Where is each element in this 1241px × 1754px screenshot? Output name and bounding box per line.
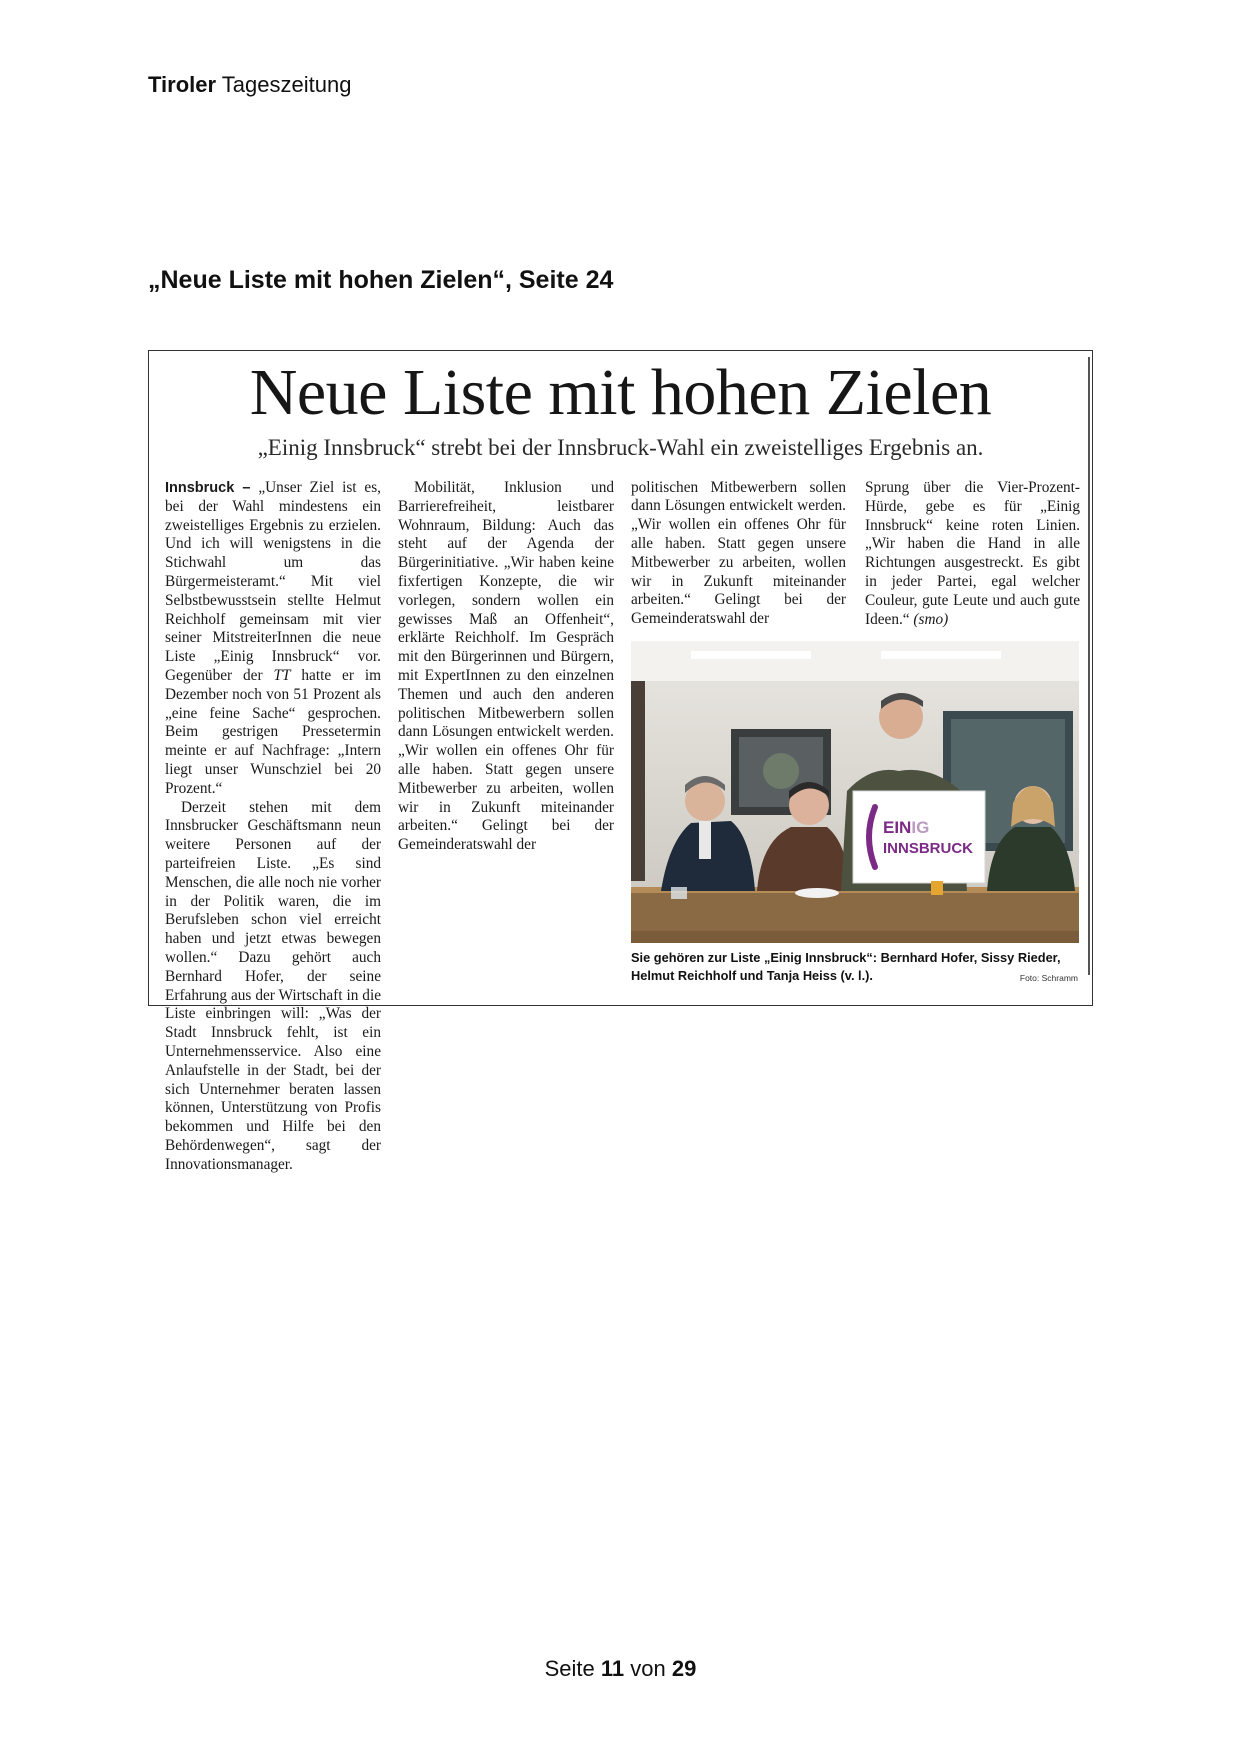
publication-name-bold: Tiroler — [148, 72, 217, 97]
press-conference-photo — [631, 641, 1079, 943]
article-dateline: Innsbruck – — [165, 480, 251, 496]
article-column-1 — [165, 479, 381, 1174]
page-counter — [0, 1656, 1241, 1682]
sign-text-ig: IG — [911, 818, 930, 837]
section-heading: „Neue Liste mit hohen Zielen“, Seite 24 — [148, 266, 614, 294]
photo-credit: Foto: Schramm — [1019, 973, 1078, 983]
article-byline: (smo) — [913, 610, 949, 628]
article-paragraph-3-continued — [631, 479, 846, 629]
article-paragraph-3: Mobilität, Inklusion und Barrierefreiheit, leistbarer Wohnraum, Bildung: Auch das steht auf der Agenda der Bürgerinitiative. „Wir haben keine fixfertigen Konzepte, die wir vorlegen, sondern wollen ein gewisses Maß an Offenheit“, erklärte Reichholf. Im Gespräch mit den Bürgerinnen und Bürgern, mit ExpertInnen zu den einzelnen Themen und auch den anderen politischen Mitbewerbern sollen dann Lösungen entwickelt werden. „Wir wollen ein offenes Ohr für alle haben. Statt gegen unsere Mitbewerber zu arbeiten, wollen wir in Zukunft miteinander arbeiten.“ Gelingt bei der Gemeinderatswahl der — [398, 479, 614, 854]
sign-text-ein: EIN — [883, 818, 912, 837]
sign-text-innsbruck: INNSBRUCK — [883, 840, 973, 857]
article-column-3 — [631, 479, 846, 629]
article-clipping — [148, 350, 1093, 1173]
article-paragraph-1-lead: „Unser Ziel ist es, bei der Wahl mindestens ein zweistelliges Ergebnis zu erzielen. Und ich will wenigstens in die Stichwahl um das Bürgermeisteramt.“ Mit viel Selbstbewusstsein stellte Helmut Reichholf gemeinsam mit vier seiner MitstreiterInnen die neue Liste „Einig Innsbruck“ vor. Gegenüber der — [165, 479, 381, 684]
publication-name — [148, 72, 351, 98]
page-current: 11 — [600, 1656, 625, 1681]
article-paragraph-3-overflow: politischen Mitbewerbern sollen dann Lösungen entwickelt werden. „Wir wollen ein offenes Ohr für alle haben. Statt gegen unsere Mitbewerber zu arbeiten, wollen wir in Zukunft miteinander arbeiten.“ Gelingt bei der Gemeinderatswahl der — [631, 479, 846, 628]
page-counter-middle: von — [630, 1656, 666, 1681]
article-paragraph-1-rest: hatte er im Dezember noch von 51 Prozent als „eine feine Sache“ gesprochen. Beim gestrigen Pressetermin meinte er auf Nachfrage: „Intern liegt unser Wunschziel bei 20 Prozent.“ — [165, 666, 381, 797]
article-headline: Neue Liste mit hohen Zielen — [249, 356, 992, 429]
photo-caption: Sie gehören zur Liste „Einig Innsbruck“: Bernhard Hofer, Sissy Rieder, Helmut Reichholf und Tanja Heiss (v. l.). — [631, 950, 1061, 983]
article-tt-abbrev: TT — [273, 666, 291, 684]
publication-name-rest: Tageszeitung — [221, 72, 352, 97]
article-photo — [631, 641, 1079, 943]
article-paragraph-2: Derzeit stehen mit dem Innsbrucker Geschäftsmann neun weitere Personen auf der parteifreien Liste. „Es sind Menschen, die alle noch nie vorher in der Politik waren, die im Berufsleben schon viel erreicht haben und jetzt etwas bewegen wollen.“ Dazu gehört auch Bernhard Hofer, der seine Erfahrung aus der Wirtschaft in die Liste einbringen will: „Was der Stadt Innsbruck fehlt, ist ein Unternehmensservice. Also eine Anlaufstelle in der Stadt, bei der sich Unternehmer beraten lassen können, Unterstützung von Profis bekommen und Hilfe bei den Behördenwegen“, sagt der Innovationsmanager. — [165, 798, 381, 1173]
article-column-2 — [398, 479, 614, 1005]
page-counter-prefix: Seite — [544, 1656, 595, 1681]
article-column-4 — [865, 479, 1080, 629]
svg-text:EINIG — [883, 818, 929, 837]
article-paragraph-4: Sprung über die Vier-Prozent-Hürde, gebe es für „Einig Innsbruck“ keine roten Linien. „Wir haben die Hand in alle Richtungen ausgestreckt. Es gibt in jeder Partei, egal welcher Couleur, gute Leute und auch gute Ideen.“ — [865, 479, 1080, 628]
article-subheadline: „Einig Innsbruck“ strebt bei der Innsbruck-Wahl ein zweistelliges Ergebnis an. — [257, 435, 984, 460]
page-total: 29 — [671, 1656, 697, 1681]
